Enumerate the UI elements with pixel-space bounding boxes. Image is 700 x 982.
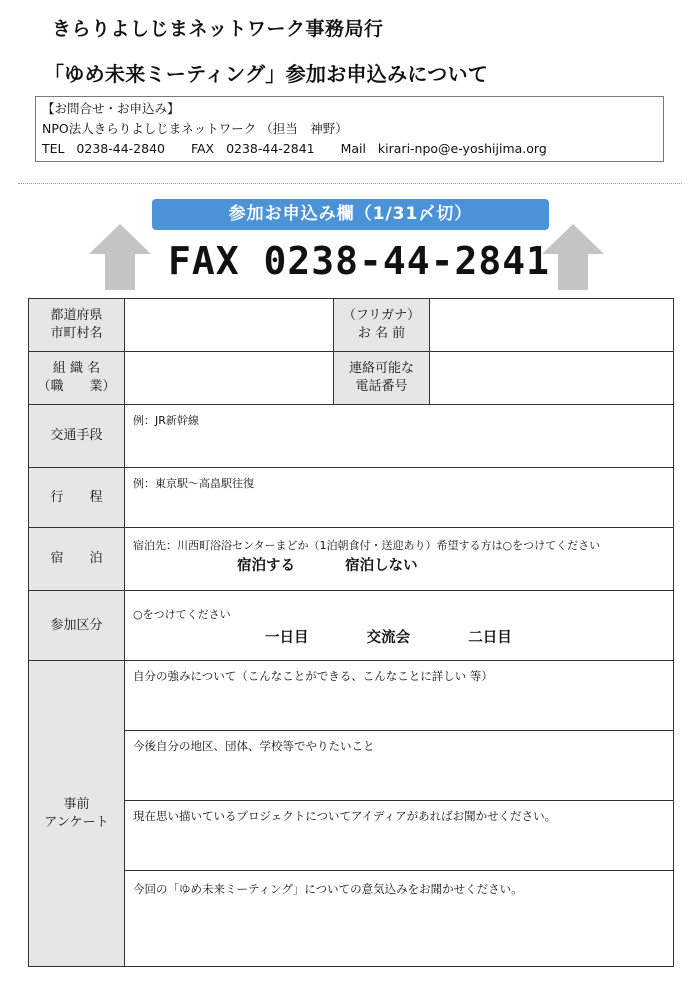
participation-option-day2[interactable]: 二日目 — [468, 630, 512, 646]
organization-label — [29, 352, 125, 405]
lodging-option-no-stay[interactable]: 宿泊しない — [345, 558, 418, 574]
contact-details — [42, 139, 663, 159]
contact-organization: NPO法人きらりよしじまネットワーク （担当 神野） — [42, 121, 348, 136]
lodging-field — [125, 528, 674, 591]
application-form-table — [28, 298, 674, 967]
addressee-heading: きらりよしじまネットワーク事務局行 — [52, 18, 384, 40]
survey-question-2: 今後自分の地区、団体、学校等でやりたいこと — [133, 739, 375, 753]
form-row-survey-q2 — [29, 731, 674, 801]
name-label-line2: お 名 前 — [357, 326, 406, 341]
transport-input[interactable] — [125, 405, 674, 468]
organization-label-line1: 組 織 名 — [52, 361, 101, 376]
fax-number-large: FAX 0238-44-2841 — [168, 239, 551, 283]
arrow-up-icon — [89, 224, 151, 290]
form-row-organization-phone — [29, 352, 674, 405]
contact-box — [35, 96, 664, 162]
tel-number: 0238-44-2840 — [76, 141, 165, 156]
participation-option-day1[interactable]: 一日目 — [265, 630, 309, 646]
lodging-hint: 宿泊先：川西町浴浴センターまどか（1泊朝食付・送迎あり）希望する方は○をつけてください — [133, 539, 601, 552]
prefecture-label-line2: 市町村名 — [50, 326, 103, 341]
tel-label: TEL — [42, 141, 65, 156]
form-row-lodging — [29, 528, 674, 591]
prefecture-label-line1: 都道府県 — [50, 308, 103, 323]
mail-label: Mail — [340, 141, 366, 156]
prefecture-input[interactable] — [125, 299, 334, 352]
prefecture-label — [29, 299, 125, 352]
application-section-banner: 参加お申込み欄（1/31〆切） — [152, 199, 549, 230]
survey-label-line1: 事前 — [63, 796, 90, 812]
itinerary-label: 行 程 — [29, 468, 125, 528]
organization-label-line2: （職 業） — [37, 379, 116, 394]
form-row-survey-q4 — [29, 871, 674, 967]
itinerary-hint: 例：東京駅～高畠駅往復 — [133, 477, 254, 490]
name-label-line1: （フリガナ） — [342, 308, 421, 323]
survey-answer-2[interactable] — [125, 731, 674, 801]
participation-field — [125, 591, 674, 661]
survey-answer-1[interactable] — [125, 661, 674, 731]
lodging-option-stay[interactable]: 宿泊する — [237, 558, 295, 574]
form-row-transport — [29, 405, 674, 468]
survey-question-1: 自分の強みについて（こんなことができる、こんなことに詳しい 等） — [133, 669, 493, 683]
name-input[interactable] — [430, 299, 674, 352]
form-row-survey-q3 — [29, 801, 674, 871]
form-row-itinerary — [29, 468, 674, 528]
transport-label: 交通手段 — [29, 405, 125, 468]
phone-input[interactable] — [430, 352, 674, 405]
survey-label-line2: アンケート — [44, 814, 109, 830]
fax-label: FAX — [190, 141, 215, 156]
cut-line-divider — [18, 183, 682, 184]
survey-answer-4[interactable] — [125, 871, 674, 967]
phone-label-line1: 連絡可能な — [348, 361, 414, 376]
itinerary-input[interactable] — [125, 468, 674, 528]
participation-label: 参加区分 — [29, 591, 125, 661]
arrow-up-icon — [542, 224, 604, 290]
name-label — [334, 299, 430, 352]
survey-label — [29, 661, 125, 967]
phone-label — [334, 352, 430, 405]
page-title: 「ゆめ未来ミーティング」参加お申込みについて — [44, 62, 489, 86]
participation-hint: ○をつけてください — [133, 608, 231, 621]
survey-question-4: 今回の「ゆめ未来ミーティング」についての意気込みをお聞かせください。 — [133, 882, 523, 896]
form-row-prefecture-name — [29, 299, 674, 352]
mail-address[interactable]: kirari-npo@e-yoshijima.org — [377, 141, 547, 156]
survey-answer-3[interactable] — [125, 801, 674, 871]
form-row-survey-q1 — [29, 661, 674, 731]
lodging-label: 宿 泊 — [29, 528, 125, 591]
organization-input[interactable] — [125, 352, 334, 405]
transport-hint: 例：JR新幹線 — [133, 414, 199, 427]
fax-number: 0238-44-2841 — [226, 141, 315, 156]
form-row-participation — [29, 591, 674, 661]
survey-question-3: 現在思い描いているプロジェクトについてアイディアがあればお聞かせください。 — [133, 809, 557, 823]
contact-heading: 【お問合せ・お申込み】 — [42, 101, 180, 116]
phone-label-line2: 電話番号 — [355, 379, 408, 394]
participation-option-social[interactable]: 交流会 — [366, 630, 411, 646]
